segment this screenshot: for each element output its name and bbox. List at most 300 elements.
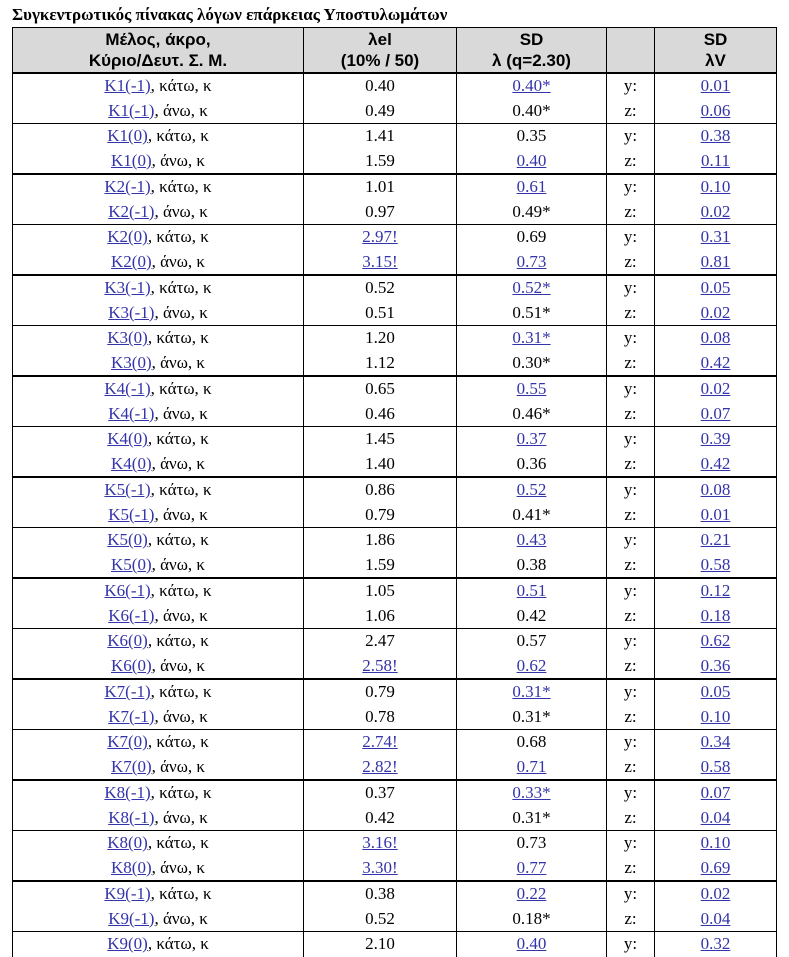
member-link[interactable]: K3(-1) bbox=[108, 302, 155, 322]
table-row bbox=[13, 477, 777, 503]
sd-lambda-cell bbox=[457, 528, 607, 553]
lel-value: 0.79 bbox=[365, 504, 395, 524]
lel-value: 0.86 bbox=[365, 480, 395, 500]
sd-lambda-link[interactable]: 0.52 bbox=[516, 480, 547, 500]
sd-lv-link[interactable]: 0.10 bbox=[700, 706, 731, 726]
sd-lv-cell bbox=[655, 578, 777, 604]
member-link[interactable]: K1(-1) bbox=[108, 100, 155, 120]
sd-lambda-cell bbox=[457, 881, 607, 907]
member-link[interactable]: K5(-1) bbox=[108, 504, 155, 524]
sd-lambda-link[interactable]: 0.22 bbox=[516, 884, 547, 904]
member-link[interactable]: K9(0) bbox=[107, 934, 148, 954]
member-end-label: , κάτω, κ bbox=[147, 530, 209, 550]
member-end-label: , κάτω, κ bbox=[150, 783, 212, 803]
table-row bbox=[13, 124, 777, 149]
sd-lv-cell bbox=[655, 629, 777, 654]
sd-lv-cell bbox=[655, 200, 777, 225]
sd-lv-link[interactable]: 0.34 bbox=[700, 732, 731, 752]
sd-lambda-link[interactable]: 0.61 bbox=[516, 177, 547, 197]
sd-lambda-link[interactable]: 0.52* bbox=[512, 278, 551, 298]
sd-lv-link[interactable]: 0.10 bbox=[700, 833, 731, 853]
axis-label: z: bbox=[607, 654, 655, 680]
member-cell bbox=[13, 427, 304, 452]
sd-lv-cell bbox=[655, 755, 777, 781]
member-cell bbox=[13, 806, 304, 831]
sd-lv-cell bbox=[655, 604, 777, 629]
member-cell bbox=[13, 225, 304, 250]
member-link[interactable]: K4(-1) bbox=[104, 379, 151, 399]
table-row bbox=[13, 503, 777, 528]
member-end-label: , άνω, κ bbox=[151, 756, 205, 776]
member-link[interactable]: K1(0) bbox=[111, 150, 152, 170]
member-cell bbox=[13, 402, 304, 427]
member-end-label: , κάτω, κ bbox=[150, 278, 212, 298]
axis-label: y: bbox=[607, 831, 655, 856]
axis-label: z: bbox=[607, 149, 655, 175]
sd-lv-link[interactable]: 0.12 bbox=[700, 581, 731, 601]
sd-lambda-link[interactable]: 0.43 bbox=[516, 530, 547, 550]
lel-cell bbox=[304, 654, 457, 680]
lel-value: 1.12 bbox=[365, 352, 395, 372]
sd-lv-link[interactable]: 0.04 bbox=[700, 908, 731, 928]
member-link[interactable]: K1(0) bbox=[107, 126, 148, 146]
table-row bbox=[13, 629, 777, 654]
member-cell bbox=[13, 326, 304, 351]
member-link[interactable]: K2(0) bbox=[107, 227, 148, 247]
axis-label: y: bbox=[607, 326, 655, 351]
sd-lambda-cell bbox=[457, 301, 607, 326]
member-link[interactable]: K8(0) bbox=[111, 857, 152, 877]
lel-value: 0.46 bbox=[365, 403, 395, 423]
table-row bbox=[13, 99, 777, 124]
sd-lambda-value: 0.35 bbox=[516, 126, 547, 146]
member-link[interactable]: K7(0) bbox=[111, 756, 152, 776]
sd-lv-cell bbox=[655, 831, 777, 856]
lel-link[interactable]: 3.30! bbox=[362, 857, 398, 877]
table-row bbox=[13, 200, 777, 225]
sd-lv-cell bbox=[655, 654, 777, 680]
sd-lv-link[interactable]: 0.01 bbox=[700, 76, 731, 96]
sd-lambda-value: 0.30* bbox=[512, 352, 551, 372]
table-row bbox=[13, 301, 777, 326]
table-row bbox=[13, 705, 777, 730]
lel-cell bbox=[304, 351, 457, 377]
lel-cell bbox=[304, 604, 457, 629]
member-link[interactable]: K2(-1) bbox=[104, 177, 151, 197]
member-cell bbox=[13, 528, 304, 553]
sd-lambda-link[interactable]: 0.62 bbox=[516, 655, 547, 675]
member-link[interactable]: K5(0) bbox=[111, 554, 152, 574]
sd-lv-link[interactable]: 0.07 bbox=[700, 783, 731, 803]
lel-cell bbox=[304, 528, 457, 553]
sd-lv-cell bbox=[655, 174, 777, 200]
table-row bbox=[13, 452, 777, 478]
sd-lv-link[interactable]: 0.11 bbox=[700, 150, 731, 170]
member-link[interactable]: K6(0) bbox=[111, 655, 152, 675]
sd-lambda-link[interactable]: 0.37 bbox=[516, 429, 547, 449]
table-row bbox=[13, 351, 777, 377]
sd-lambda-cell bbox=[457, 932, 607, 957]
table-row bbox=[13, 578, 777, 604]
lel-cell bbox=[304, 376, 457, 402]
sd-lambda-cell bbox=[457, 402, 607, 427]
sd-lambda-cell bbox=[457, 477, 607, 503]
sd-lv-cell bbox=[655, 780, 777, 806]
axis-label: y: bbox=[607, 932, 655, 957]
member-end-label: , κάτω, κ bbox=[147, 227, 209, 247]
sd-lv-link[interactable]: 0.39 bbox=[700, 429, 731, 449]
member-link[interactable]: K7(0) bbox=[107, 732, 148, 752]
lel-cell bbox=[304, 124, 457, 149]
sd-lv-link[interactable]: 0.58 bbox=[700, 554, 731, 574]
member-end-label: , άνω, κ bbox=[154, 201, 208, 221]
sd-lambda-link[interactable]: 0.33* bbox=[512, 783, 551, 803]
table-row bbox=[13, 679, 777, 705]
sd-lambda-cell bbox=[457, 124, 607, 149]
sd-lambda-link[interactable]: 0.31* bbox=[512, 682, 551, 702]
member-cell bbox=[13, 831, 304, 856]
lel-cell bbox=[304, 806, 457, 831]
lel-cell bbox=[304, 149, 457, 175]
member-cell bbox=[13, 654, 304, 680]
member-end-label: , άνω, κ bbox=[154, 302, 208, 322]
lel-cell bbox=[304, 932, 457, 957]
lel-value: 1.05 bbox=[365, 581, 395, 601]
sd-lv-link[interactable]: 0.38 bbox=[700, 126, 731, 146]
sd-lambda-value: 0.18* bbox=[512, 908, 551, 928]
sd-lv-link[interactable]: 0.58 bbox=[700, 756, 731, 776]
sd-lambda-link[interactable]: 0.31* bbox=[512, 328, 551, 348]
lel-link[interactable]: 2.58! bbox=[362, 655, 398, 675]
member-end-label: , κάτω, κ bbox=[147, 328, 209, 348]
member-link[interactable]: K3(-1) bbox=[104, 278, 151, 298]
sd-lv-link[interactable]: 0.69 bbox=[700, 857, 731, 877]
lel-link[interactable]: 3.16! bbox=[362, 833, 398, 853]
lel-link[interactable]: 3.15! bbox=[362, 251, 398, 271]
axis-label: y: bbox=[607, 477, 655, 503]
sd-lv-cell bbox=[655, 932, 777, 957]
axis-label: y: bbox=[607, 679, 655, 705]
sd-lambda-cell bbox=[457, 831, 607, 856]
sd-lv-link[interactable]: 0.32 bbox=[700, 934, 731, 954]
axis-label: z: bbox=[607, 806, 655, 831]
lel-cell bbox=[304, 250, 457, 276]
lel-value: 0.37 bbox=[365, 783, 395, 803]
sd-lv-cell bbox=[655, 730, 777, 755]
lel-cell bbox=[304, 629, 457, 654]
axis-label: y: bbox=[607, 124, 655, 149]
lel-cell bbox=[304, 730, 457, 755]
table-row bbox=[13, 250, 777, 276]
sd-lambda-link[interactable]: 0.73 bbox=[516, 251, 547, 271]
axis-label: z: bbox=[607, 250, 655, 276]
table-row bbox=[13, 932, 777, 957]
sd-lambda-cell bbox=[457, 174, 607, 200]
sd-lambda-cell bbox=[457, 275, 607, 301]
member-end-label: , άνω, κ bbox=[151, 857, 205, 877]
sd-lambda-link[interactable]: 0.40 bbox=[516, 934, 547, 954]
member-end-label: , άνω, κ bbox=[151, 150, 205, 170]
sd-lambda-link[interactable]: 0.40* bbox=[512, 76, 551, 96]
sd-lambda-link[interactable]: 0.40 bbox=[516, 150, 547, 170]
member-link[interactable]: K9(-1) bbox=[104, 884, 151, 904]
lel-value: 2.47 bbox=[365, 631, 395, 651]
member-link[interactable]: K5(-1) bbox=[104, 480, 151, 500]
lel-value: 0.78 bbox=[365, 706, 395, 726]
lel-link[interactable]: 2.74! bbox=[362, 732, 398, 752]
lel-value: 1.01 bbox=[365, 177, 395, 197]
lel-value: 1.20 bbox=[365, 328, 395, 348]
sd-lv-link[interactable]: 0.02 bbox=[700, 201, 731, 221]
sd-lv-link[interactable]: 0.08 bbox=[700, 328, 731, 348]
member-cell bbox=[13, 124, 304, 149]
sd-lv-link[interactable]: 0.02 bbox=[700, 884, 731, 904]
sd-lambda-value: 0.36 bbox=[516, 453, 547, 473]
member-end-label: , κάτω, κ bbox=[150, 177, 212, 197]
sd-lambda-cell bbox=[457, 326, 607, 351]
sd-lv-cell bbox=[655, 907, 777, 932]
member-end-label: , άνω, κ bbox=[151, 251, 205, 271]
member-end-label: , κάτω, κ bbox=[147, 631, 209, 651]
table-row bbox=[13, 831, 777, 856]
member-link[interactable]: K4(-1) bbox=[108, 403, 155, 423]
member-cell bbox=[13, 99, 304, 124]
sd-lv-link[interactable]: 0.01 bbox=[700, 504, 731, 524]
lel-cell bbox=[304, 881, 457, 907]
sd-lv-link[interactable]: 0.10 bbox=[700, 177, 731, 197]
table-row bbox=[13, 856, 777, 882]
lel-cell bbox=[304, 225, 457, 250]
lel-value: 0.49 bbox=[365, 100, 395, 120]
member-end-label: , άνω, κ bbox=[151, 655, 205, 675]
axis-label: y: bbox=[607, 376, 655, 402]
member-end-label: , άνω, κ bbox=[154, 605, 208, 625]
sd-lambda-link[interactable]: 0.77 bbox=[516, 857, 547, 877]
lel-value: 0.52 bbox=[365, 278, 395, 298]
sd-lv-link[interactable]: 0.36 bbox=[700, 655, 731, 675]
sd-lambda-value: 0.41* bbox=[512, 504, 551, 524]
sd-lv-link[interactable]: 0.02 bbox=[700, 302, 731, 322]
sd-lambda-cell bbox=[457, 604, 607, 629]
lel-value: 0.38 bbox=[365, 884, 395, 904]
sd-lambda-cell bbox=[457, 679, 607, 705]
member-cell bbox=[13, 553, 304, 579]
sd-lv-link[interactable]: 0.08 bbox=[700, 480, 731, 500]
lel-cell bbox=[304, 578, 457, 604]
sd-lv-link[interactable]: 0.05 bbox=[700, 278, 731, 298]
sd-lv-link[interactable]: 0.21 bbox=[700, 530, 731, 550]
axis-label: z: bbox=[607, 705, 655, 730]
sd-lv-link[interactable]: 0.07 bbox=[700, 403, 731, 423]
member-cell bbox=[13, 351, 304, 377]
lel-value: 1.59 bbox=[365, 554, 395, 574]
member-link[interactable]: K8(-1) bbox=[104, 783, 151, 803]
member-end-label: , άνω, κ bbox=[154, 403, 208, 423]
member-end-label: , κάτω, κ bbox=[147, 833, 209, 853]
axis-label: y: bbox=[607, 225, 655, 250]
lel-link[interactable]: 2.82! bbox=[362, 756, 398, 776]
member-cell bbox=[13, 250, 304, 276]
lel-value: 0.65 bbox=[365, 379, 395, 399]
member-link[interactable]: K4(0) bbox=[111, 453, 152, 473]
lel-value: 0.42 bbox=[365, 807, 395, 827]
sd-lv-cell bbox=[655, 856, 777, 882]
lel-cell bbox=[304, 427, 457, 452]
sd-lv-link[interactable]: 0.06 bbox=[700, 100, 731, 120]
axis-label: z: bbox=[607, 301, 655, 326]
lel-cell bbox=[304, 755, 457, 781]
member-end-label: , κάτω, κ bbox=[150, 682, 212, 702]
member-link[interactable]: K2(0) bbox=[111, 251, 152, 271]
member-cell bbox=[13, 705, 304, 730]
sd-lv-cell bbox=[655, 679, 777, 705]
sd-lambda-cell bbox=[457, 806, 607, 831]
sd-lambda-cell bbox=[457, 225, 607, 250]
axis-label: z: bbox=[607, 99, 655, 124]
sd-lv-cell bbox=[655, 225, 777, 250]
member-link[interactable]: K6(-1) bbox=[108, 605, 155, 625]
member-end-label: , κάτω, κ bbox=[150, 480, 212, 500]
table-row bbox=[13, 528, 777, 553]
member-link[interactable]: K3(0) bbox=[111, 352, 152, 372]
sd-lambda-link[interactable]: 0.71 bbox=[516, 756, 547, 776]
lel-cell bbox=[304, 73, 457, 99]
member-end-label: , κάτω, κ bbox=[147, 934, 209, 954]
table-row bbox=[13, 174, 777, 200]
sd-lv-link[interactable]: 0.18 bbox=[700, 605, 731, 625]
sd-lambda-cell bbox=[457, 578, 607, 604]
lel-cell bbox=[304, 856, 457, 882]
table-row bbox=[13, 907, 777, 932]
axis-label: z: bbox=[607, 351, 655, 377]
sd-lv-cell bbox=[655, 881, 777, 907]
member-cell bbox=[13, 604, 304, 629]
sd-lv-cell bbox=[655, 73, 777, 99]
sd-lv-link[interactable]: 0.62 bbox=[700, 631, 731, 651]
member-link[interactable]: K8(-1) bbox=[108, 807, 155, 827]
lel-value: 0.97 bbox=[365, 201, 395, 221]
sd-lambda-value: 0.31* bbox=[512, 807, 551, 827]
member-cell bbox=[13, 149, 304, 175]
lel-value: 0.79 bbox=[365, 682, 395, 702]
member-cell bbox=[13, 907, 304, 932]
member-end-label: , άνω, κ bbox=[154, 504, 208, 524]
axis-label: z: bbox=[607, 907, 655, 932]
member-end-label: , κάτω, κ bbox=[150, 379, 212, 399]
lel-cell bbox=[304, 907, 457, 932]
sd-lv-link[interactable]: 0.05 bbox=[700, 682, 731, 702]
lel-cell bbox=[304, 477, 457, 503]
member-link[interactable]: K4(0) bbox=[107, 429, 148, 449]
member-end-label: , κάτω, κ bbox=[147, 126, 209, 146]
axis-label: z: bbox=[607, 402, 655, 427]
sd-lambda-value: 0.46* bbox=[512, 403, 551, 423]
member-end-label: , κάτω, κ bbox=[147, 732, 209, 752]
member-end-label: , άνω, κ bbox=[154, 908, 208, 928]
header-member: Μέλος, άκρο, Κύριο/Δευτ. Σ. Μ. bbox=[13, 28, 304, 74]
axis-label: y: bbox=[607, 881, 655, 907]
member-end-label: , άνω, κ bbox=[154, 706, 208, 726]
member-link[interactable]: K7(-1) bbox=[108, 706, 155, 726]
member-cell bbox=[13, 629, 304, 654]
member-end-label: , άνω, κ bbox=[151, 352, 205, 372]
table-row bbox=[13, 654, 777, 680]
sd-lv-link[interactable]: 0.02 bbox=[700, 379, 731, 399]
sd-lambda-cell bbox=[457, 705, 607, 730]
lel-cell bbox=[304, 99, 457, 124]
sd-lambda-link[interactable]: 0.55 bbox=[516, 379, 547, 399]
lel-value: 1.59 bbox=[365, 150, 395, 170]
sd-lv-cell bbox=[655, 452, 777, 478]
sd-lambda-cell bbox=[457, 856, 607, 882]
sd-lv-link[interactable]: 0.04 bbox=[700, 807, 731, 827]
member-link[interactable]: K5(0) bbox=[107, 530, 148, 550]
member-cell bbox=[13, 200, 304, 225]
columns-adequacy-table bbox=[12, 27, 777, 957]
sd-lv-link[interactable]: 0.81 bbox=[700, 251, 731, 271]
sd-lambda-cell bbox=[457, 200, 607, 225]
axis-label: y: bbox=[607, 780, 655, 806]
sd-lambda-value: 0.31* bbox=[512, 706, 551, 726]
sd-lv-link[interactable]: 0.42 bbox=[700, 453, 731, 473]
sd-lambda-value: 0.68 bbox=[516, 732, 547, 752]
lel-cell bbox=[304, 275, 457, 301]
lel-value: 0.52 bbox=[365, 908, 395, 928]
member-link[interactable]: K8(0) bbox=[107, 833, 148, 853]
table-row bbox=[13, 149, 777, 175]
member-end-label: , κάτω, κ bbox=[150, 884, 212, 904]
table-row bbox=[13, 553, 777, 579]
member-end-label: , κάτω, κ bbox=[150, 76, 212, 96]
member-end-label: , άνω, κ bbox=[151, 554, 205, 574]
member-link[interactable]: K1(-1) bbox=[104, 76, 151, 96]
lel-link[interactable]: 2.97! bbox=[362, 227, 398, 247]
sd-lambda-value: 0.42 bbox=[516, 605, 547, 625]
axis-label: z: bbox=[607, 200, 655, 225]
axis-label: y: bbox=[607, 730, 655, 755]
sd-lambda-value: 0.49* bbox=[512, 201, 551, 221]
table-row bbox=[13, 427, 777, 452]
member-end-label: , άνω, κ bbox=[154, 807, 208, 827]
member-link[interactable]: K3(0) bbox=[107, 328, 148, 348]
axis-label: y: bbox=[607, 528, 655, 553]
axis-label: z: bbox=[607, 604, 655, 629]
member-cell bbox=[13, 301, 304, 326]
sd-lambda-link[interactable]: 0.51 bbox=[516, 581, 547, 601]
lel-cell bbox=[304, 705, 457, 730]
lel-value: 1.86 bbox=[365, 530, 395, 550]
member-link[interactable]: K6(0) bbox=[107, 631, 148, 651]
table-row bbox=[13, 730, 777, 755]
sd-lv-link[interactable]: 0.31 bbox=[700, 227, 731, 247]
lel-cell bbox=[304, 452, 457, 478]
sd-lv-link[interactable]: 0.42 bbox=[700, 352, 731, 372]
member-link[interactable]: K9(-1) bbox=[108, 908, 155, 928]
sd-lambda-cell bbox=[457, 755, 607, 781]
sd-lambda-cell bbox=[457, 730, 607, 755]
axis-label: z: bbox=[607, 503, 655, 528]
sd-lambda-cell bbox=[457, 907, 607, 932]
lel-value: 1.40 bbox=[365, 453, 395, 473]
member-link[interactable]: K6(-1) bbox=[104, 581, 151, 601]
lel-cell bbox=[304, 831, 457, 856]
header-lel: λel (10% / 50) bbox=[304, 28, 457, 74]
member-cell bbox=[13, 275, 304, 301]
lel-value: 1.41 bbox=[365, 126, 395, 146]
member-link[interactable]: K2(-1) bbox=[108, 201, 155, 221]
sd-lambda-cell bbox=[457, 780, 607, 806]
member-link[interactable]: K7(-1) bbox=[104, 682, 151, 702]
